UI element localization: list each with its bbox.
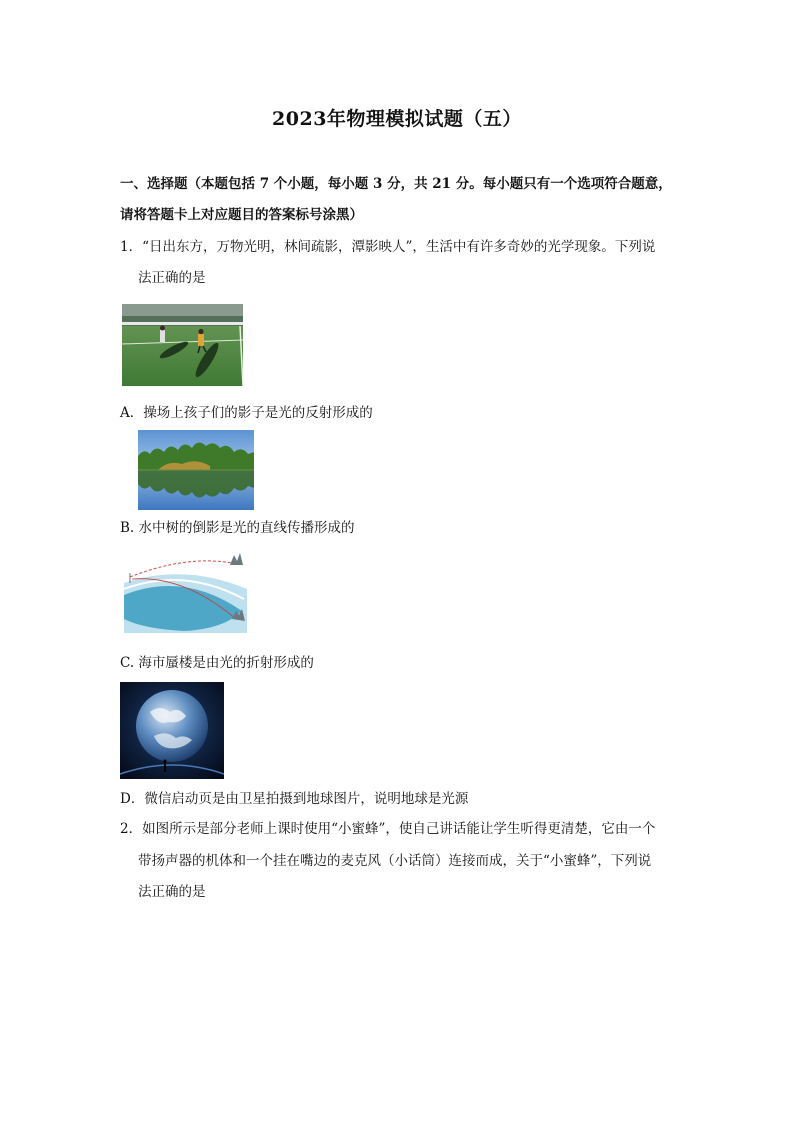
section-heading-line-1: 一、选择题（本题包括 7 个小题，每小题 3 分，共 21 分。每小题只有一个选项符合题意， <box>120 176 672 192</box>
question-1-option-d: D．微信启动页是由卫星拍摄到地球图片，说明地球是光源 <box>120 791 469 807</box>
question-2-stem-line-2: 带扬声器的机体和一个挂在嘴边的麦克风（小话筒）连接而成，关于“小蜜蜂”，下列说 <box>138 853 652 869</box>
earth-photo <box>120 682 224 779</box>
mirage-diagram <box>124 549 247 633</box>
question-1-stem-line-1: 1．“日出东方，万物光明，林间疏影，潭影映人”，生活中有许多奇妙的光学现象。下列说 <box>120 239 656 255</box>
playground-shadows-photo <box>122 304 243 386</box>
question-2-stem-line-1: 2．如图所示是部分老师上课时使用“小蜜蜂”，使自己讲话能让学生听得更清楚，它由一个 <box>120 821 656 837</box>
question-1-option-a: A．操场上孩子们的影子是光的反射形成的 <box>120 405 373 421</box>
tree-reflection-photo <box>138 430 254 510</box>
section-heading-line-2: 请将答题卡上对应题目的答案标号涂黑） <box>120 207 363 223</box>
question-1-option-b: B. 水中树的倒影是光的直线传播形成的 <box>120 520 355 536</box>
question-1-stem-line-2: 法正确的是 <box>138 270 206 286</box>
question-2-stem-line-3: 法正确的是 <box>138 884 206 900</box>
page-title: 2023年物理模拟试题（五） <box>272 108 522 130</box>
question-1-option-c: C. 海市蜃楼是由光的折射形成的 <box>120 655 314 671</box>
